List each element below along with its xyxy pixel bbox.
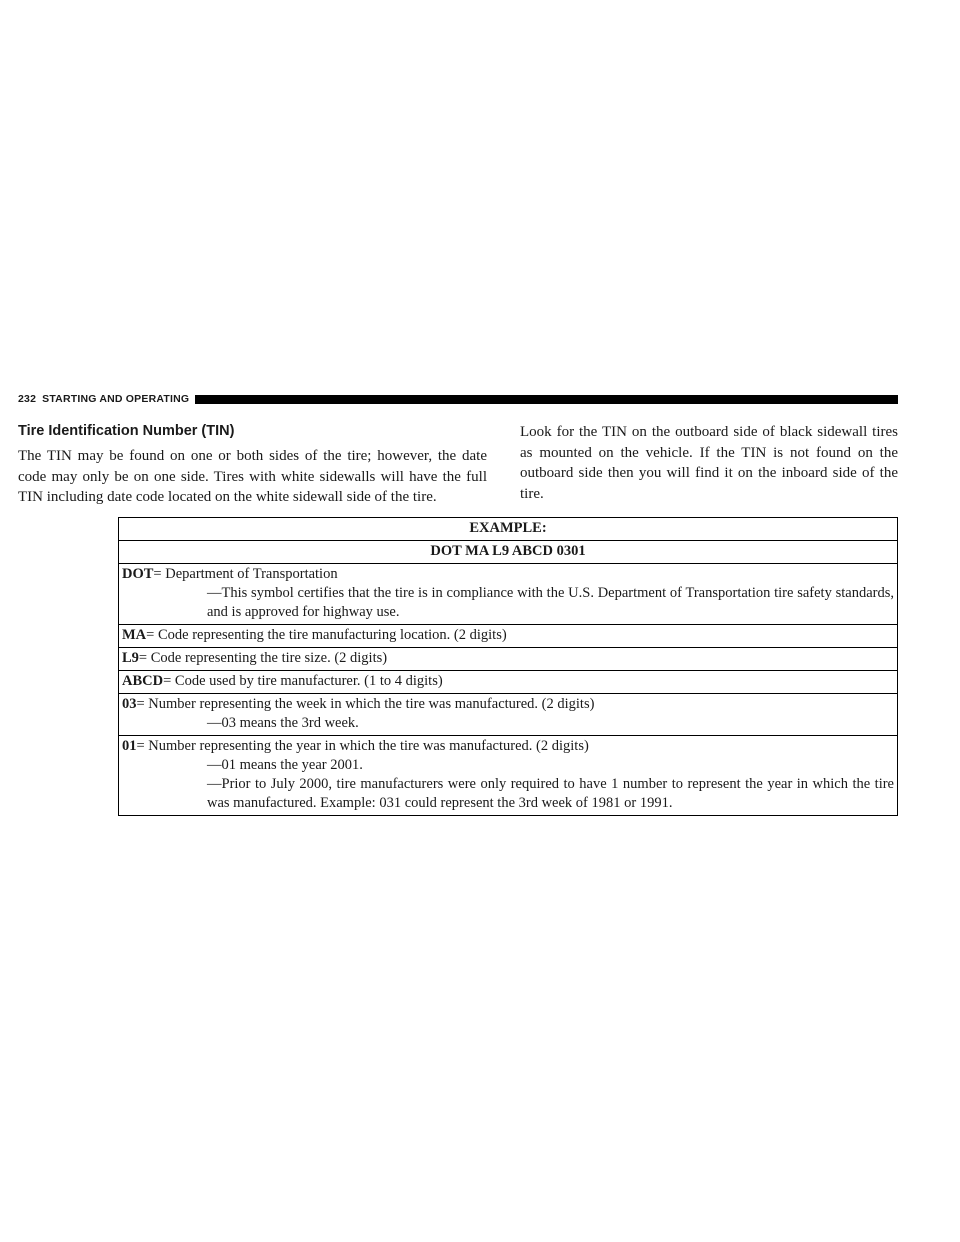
code-field-description: = Number representing the year in which the tire was manufactured. (2 digits) (136, 738, 589, 754)
table-row (119, 648, 898, 671)
code-field-description: = Code representing the tire manufacturing location. (2 digits) (146, 627, 507, 643)
left-paragraph: The TIN may be found on one or both sides of the tire; however, the date code may only be on one side. Tires with white sidewalls will have the full TIN including date code located on the white sidewall side of the tire. (18, 448, 487, 505)
code-field-description: = Number representing the week in which the tire was manufactured. (2 digits) (136, 696, 595, 712)
code-field-term: MA (122, 627, 147, 643)
code-field-cell (119, 694, 898, 736)
code-field-definition (122, 737, 894, 756)
table-row (119, 671, 898, 694)
code-field-definition (122, 565, 894, 584)
code-field-description: = Department of Transportation (153, 566, 338, 582)
code-field-cell (119, 671, 898, 694)
table-row (119, 694, 898, 736)
code-field-definition (122, 626, 894, 645)
code-field-definition (122, 649, 894, 668)
chapter-title: STARTING AND OPERATING (42, 393, 190, 405)
table-row (119, 625, 898, 648)
example-code: DOT MA L9 ABCD 0301 (119, 541, 898, 564)
code-field-cell (119, 625, 898, 648)
code-field-cell (119, 564, 898, 625)
code-field-cell (119, 648, 898, 671)
page-header (18, 392, 898, 406)
table-row (119, 736, 898, 816)
table-title: EXAMPLE: (119, 518, 898, 541)
right-column (520, 422, 898, 504)
left-column (18, 422, 487, 508)
table-title-row (119, 518, 898, 541)
code-field-term: 01 (122, 738, 137, 754)
tin-example-table (118, 517, 898, 816)
code-field-term: DOT (122, 566, 154, 582)
code-field-note: —This symbol certifies that the tire is in compliance with the U.S. Department of Transportation tire safety standards, and is approved for highway use. (207, 585, 894, 620)
right-paragraph: Look for the TIN on the outboard side of black sidewall tires as mounted on the vehicle. If the TIN is not found on the outboard side then you will find it on the inboard side of the tire. (520, 424, 898, 502)
header-rule (195, 395, 898, 404)
code-field-definition (122, 672, 894, 691)
section-body (18, 422, 898, 512)
code-field-note: —03 means the 3rd week. (207, 715, 359, 731)
code-field-description: = Code used by tire manufacturer. (1 to 4 digits) (163, 673, 443, 689)
code-field-term: L9 (122, 650, 139, 666)
code-field-note: —01 means the year 2001. (207, 757, 363, 773)
code-field-description: = Code representing the tire size. (2 digits) (138, 650, 388, 666)
page-number: 232 (18, 393, 37, 405)
code-field-definition (122, 695, 894, 714)
code-field-note: —Prior to July 2000, tire manufacturers were only required to have 1 number to represent the year in which the tire was manufactured. Example: 031 could represent the 3rd week of 1981 or 1991. (207, 776, 894, 811)
section-heading: Tire Identification Number (TIN) (18, 423, 235, 439)
code-field-term: ABCD (122, 673, 164, 689)
table-row (119, 564, 898, 625)
code-field-term: 03 (122, 696, 137, 712)
code-field-cell (119, 736, 898, 816)
example-code-row (119, 541, 898, 564)
